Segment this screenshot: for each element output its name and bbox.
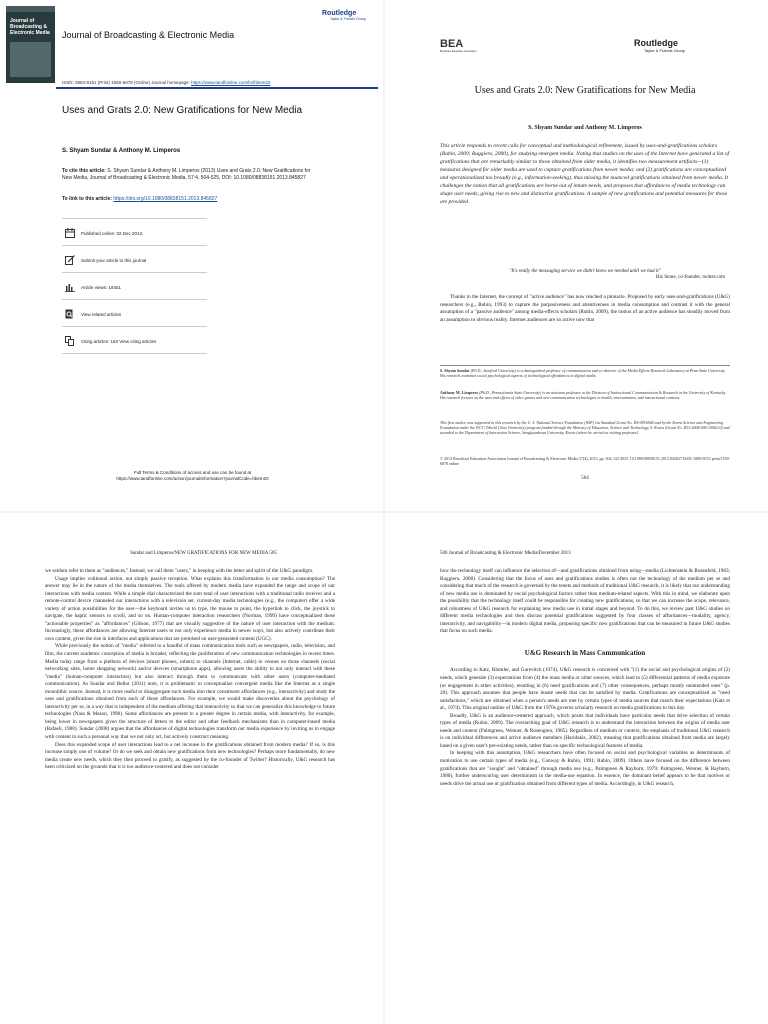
running-head: Sundar and Limperos/NEW GRATIFICATIONS FOR NEW MEDIA 505 [130, 551, 277, 556]
journal-title: Journal of Broadcasting & Electronic Media [62, 30, 235, 40]
article-views: Article views: 18451 [65, 282, 325, 292]
doi-link[interactable]: https://doi.org/10.1080/08838151.2013.845827 [113, 196, 218, 202]
terms-link[interactable]: https://www.tandfonline.com/action/journalInformation?journalCode=hbem20 [116, 476, 269, 481]
article-page-506 [385, 513, 768, 1024]
edit-icon [65, 255, 75, 265]
paragraph: how the technology itself can influence the selection of—and gratifications obtained from using—media (Lichtenstein & Rosenfeld, 1983; Ruggiero, 2000). Considering that the focus of uses and gratifications studies is often not the technology of the medium per se and considering that much of the research is governed by the tenets and methods of traditional U&G research, it is likely that our understanding of new media use is dominated by social psychological factors rather than medium-related aspects. With this in mind, we elaborate upon the possibility that the technology itself could be responsible for creating new gratifications, so that we can increase the scope, relevance, and robustness of U&G research for explaining new media use in initial stages and beyond. To do this, we review past U&G studies on different media technologies and then discuss potential gratifications suggested by four classes of affordances—modality, agency, interactivity, and navigability—in modern digital media, proposing specific new gratifications that can be measured in future U&G studies that focus on such media. [440, 568, 730, 635]
article-authors: S. Shyam Sundar and Anthony M. Limperos [528, 125, 642, 131]
footnote-funding: This first author was supported in this research by the U. S. National Science Foundation (NSF) via Standard Grant No. IIS-0916944 and by the Korea Science and Engineering Foundation under the WCU (World Class University) program funded through the Ministry of Education, Science and Technology, S. Korea (Grant No. R31-2008-000-10062-0) and awarded to the Department of Interaction Science, Sungkyunkwan University, Korea (where he served as visiting professor). [440, 420, 730, 436]
abstract: This article responds to recent calls for conceptual and methodological refinement, issued by uses-and-gratifications scholars (Rubin, 2009; Ruggiero, 2000), for studying emergent media. Noting that studies on the uses of the Internet have generated a list of gratifications that are remarkably similar to those obtained from older media, it identifies two measurement artifacts—(1) measures designed for older media are used to capture gratifications from newer media; and (2) gratifications are conceptualized and operationalized too broadly (e.g., information-seeking), thus missing the nuanced gratifications obtained from newer media. It challenges the notion that all gratifications are borne out of innate needs, and proposes that affordances of media technology can shape user needs, giving rise to new and distinctive gratifications. A sample of new gratifications and potential measures for those are provided. [440, 143, 730, 205]
citing-articles-link[interactable]: Citing articles: 183 View citing articles [65, 336, 325, 346]
body-text: Thanks to the Internet, the concept of "active audience" has now reached a pinnacle. Proposed by early uses-and-gratifications (U&G) researchers (e.g., Rubin, 1993) to capture the purposiveness and attentiveness in media consumption and contrast it with the general assumption of a "passive audience" among media-effects scholars (Rubin, 2009), the notion of an active audience has steadily moved from an assumption to obvious reality. Internet audiences are so active now that [440, 294, 730, 323]
article-title: Uses and Grats 2.0: New Gratifications for New Media [474, 85, 696, 96]
paragraph: we seldom refer to them as "audiences." Instead, we call them "users," in keeping with the letter and spirit of the U&G paradigm. [45, 568, 314, 574]
cover-page [0, 0, 383, 511]
routledge-logo: Routledge Taylor & Francis Group [322, 10, 366, 21]
paragraph: Does this expanded scope of user interactions lead to a net increase in the gratifications obtained from modern media? If so, is this increase simply one of volume? Or do we seek and obtain new gratifications from new technologies? Perhaps more fundamentally, do new media create new needs, which they then proceed to gratify, as suggested by the co-founder of Twitter? Historically, U&G research has been criticized on the grounds that it is too audience-centered and does not consider [45, 741, 335, 771]
paragraph: While previously the notion of "media" referred to a handful of mass communication tools such as newspapers, radio, television, and film, the current academic conception of media is broader, reflecting the proliferation of new communication technologies in recent times. Media today range from a plethora of devices (smart phones, robots) to channels (Internet, cable) to venues on those channels (social networking sites, home shopping network) and/or devices (smartphone apps), allowing users the ability to not only interact with these "media" (human-computer interaction) but also interact through them to communicate with other users (computer-mediated communication). As Sundar and Bellur (2011) note, it is problematic to conceptualize convergent media like the Internet as a single monolithic source. Instead, it is more useful to disaggregate such media into their constituent affordances (e.g., interactivity) and study the uses and gratifications obtained from each of those affordances. For example, we would make discoveries about the psychology of interactivity per se, in a way that is independent of the medium offering that interactivity so that we can generalize this knowledge to future technologies (Nass & Mason, 1990). Some affordances are present to a greater degree in certain media, with interactivity, for example, being lower in newspapers given the structure of letters to the editor and other feedback mechanisms than in computer-based media (Rafaeli, 1988). Sundar (2008) argues that the affordances of digital technologies transform our media experience by inviting us to engage with content in such a personal way that we not only act, but actively construct meaning. [45, 643, 335, 741]
paragraph: According to Katz, Blumler, and Gurevitch (1974), U&G research is concerned with "(1) the social and psychological origins of (2) needs, which generate (3) expectations from (4) the mass media or other sources, which lead to (5) differential patterns of media exposure (or engagement in other activities), resulting in (6) need gratifications and (7) other consequences, perhaps mostly unintended ones" (p. 20). This approach assumes that people have innate needs that can be satisfied by media. Gratifications are conceptualized as "need satisfactions," which are obtained when a person's needs are met by certain types of media sources that match their expectations (Katz et al., 1974). This original outline of U&G from the 1970s governs scholarly research on media gratifications to this day. [440, 667, 730, 712]
paragraph: In keeping with this assumption, U&G researchers have often focused on social and psychological variables as determinants of motivation to use certain types of media (e.g., Conway & Rubin, 1991; Rubin, 2009). Others have focused on the difference between gratifications that are "sought" and "obtained" through media use (e.g., Palmgreen & Rayburn, 1979; Palmgreen, Wenner, & Rayburn, 1980), further underscoring user determinism in the media-use equation. In essence, the dominant belief appears to be that motives or needs drive the actual use or gratification obtained from different types of media. Accordingly, in U&G research, [440, 750, 730, 787]
journal-cover-image [6, 6, 55, 83]
footnote-copyright: © 2013 Broadcast Education Association Journal of Broadcasting & Electronic Media 57(4), 2013, pp. 504–525 DOI: 10.1080/08838151.2013.845827 ISSN: 0883-8151 print/1550-6878 online [440, 456, 731, 467]
bea-logo: BEA Broadcast Education Association [440, 38, 477, 53]
footnote-rule [440, 365, 730, 366]
cover-title: Journal of Broadcasting & Electronic Media [10, 18, 50, 36]
footnote-author-1: S. Shyam Sundar (Ph.D., Stanford University) is a distinguished professor of communication and co-director of the Media Effects Research Laboratory at Penn State University. His research examines social psychological aspects of technological affordances in digital media. [440, 368, 726, 379]
related-articles-link[interactable]: View related articles [65, 309, 325, 319]
epigraph-quote: "It's really the messaging service we didn't know we needed until we had it" [509, 269, 661, 274]
terms-footer: Full Terms & Conditions of access and use can be found at https://www.tandfonline.com/action/journalInformation?journalCode=hbem20 [60, 470, 325, 482]
journal-homepage-link[interactable]: https://www.tandfonline.com/loi/hbem20 [191, 80, 271, 85]
section-heading: U&G Research in Mass Communication [524, 648, 646, 657]
running-head: 506 Journal of Broadcasting & Electronic Media/December 2013 [440, 551, 571, 556]
citation: To cite this article: S. Shyam Sundar & Anthony M. Limperos (2013) Uses and Grats 2.0: New Gratifications for New Media, Journal of Broadcasting & Electronic Media, 57:4, 504-525, DOI: 10.1080/08838151.2013.845827 [62, 168, 311, 181]
bar-chart-icon [65, 282, 75, 292]
paragraph: Usage implies volitional action, not simply passive reception. What explains this transformation in our media consumption? The answer may lie in the nature of the media themselves. The tools offered by modern media have expanded the range and scope of our interactions with media content. While a simple dial characterized the sum total of user interactions with a traditional radio receiver and a remote-control device channeled our interactions with a television set, current-day media technologies (e.g., the computer) offer a wide variety of action possibilities for the user—the keyboard invites us to type, the mouse to point, the hyperlink to click, the joystick to navigate, the haptic sensors to scroll, and so on. Human-computer interaction researchers (Norman, 1999) have conceptualized these "actionable properties" as "affordances" (Gibson, 1977) that are visually suggestive of the nature of user interaction with the medium. Increasingly, these affordances are allowing Internet users to not only experience media in newer ways, but also actively contribute their own content, given the rise in interfaces and applications that are premised on user-generated content (UGC). [45, 575, 335, 642]
search-document-icon [65, 309, 75, 319]
header-rule [56, 87, 378, 89]
article-title: Uses and Grats 2.0: New Gratifications for New Media [62, 105, 303, 116]
article-authors: S. Shyam Sundar & Anthony M. Limperos [62, 148, 181, 154]
citing-icon [65, 336, 75, 346]
body-text [440, 568, 730, 788]
issn-line: ISSN: 0883-8151 (Print) 1550-6878 (Online) Journal homepage: https://www.tandfonline.com/loi/hbem20 [62, 80, 271, 85]
article-link: To link to this article: https://doi.org/10.1080/08838151.2013.845827 [62, 196, 218, 202]
first-article-page [385, 0, 768, 511]
body-text [45, 568, 335, 772]
submit-article-link[interactable]: Submit your article to this journal [65, 255, 325, 265]
article-page-505 [0, 513, 383, 1024]
page-number: 504 [581, 476, 589, 481]
footnote-author-2: Anthony M. Limperos (Ph.D., Pennsylvania State University) is an assistant professor in the Division of Instructional Communication & Research in the University of Kentucky. His research focuses on the uses and effects of video games and new communication technologies in health, entertainment, and instructional contexts. [440, 390, 727, 401]
routledge-logo: Routledge Taylor & Francis Group [634, 38, 685, 53]
paragraph: Broadly, U&G is an audience-centered approach, which posits that individuals have particular needs that drive selection of certain types of media (Rubin, 2009). The overarching goal of U&G research is to understand the interaction between the origins of media user needs and context (Palmgreen, Wenner, & Rosengren, 1985). Regardless of medium or context, the emphasis of traditional U&G research is on individual differences and active audience members (Haridakis, 2002), meaning that gratifications obtained from media are largely based on a given user's pre-existing needs, rather than on specific technological features of media. [440, 712, 730, 749]
calendar-icon [65, 228, 75, 238]
published-date: Published online: 02 Dec 2013. [65, 228, 325, 238]
epigraph-source: Biz Stone, co-founder, twitter.com [656, 275, 725, 280]
